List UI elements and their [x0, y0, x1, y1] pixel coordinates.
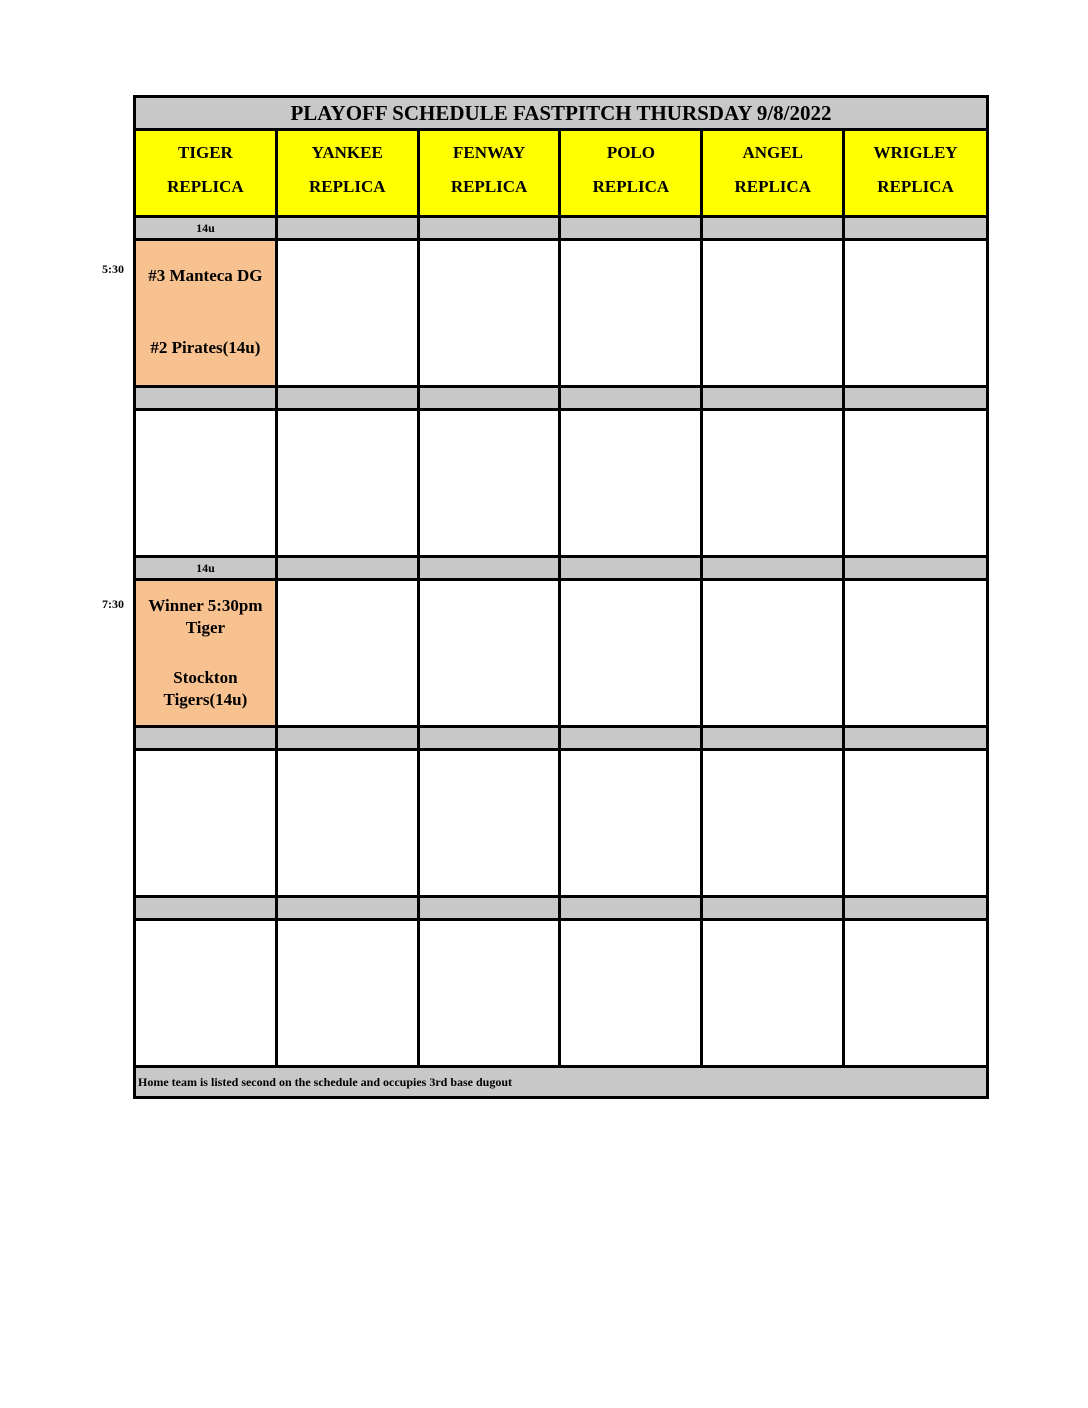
away-team: Winner 5:30pm Tiger — [148, 596, 263, 637]
time-slot-row — [136, 751, 986, 898]
separator-row — [136, 388, 986, 411]
away-team: #3 Manteca DG — [148, 266, 263, 285]
home-team: #2 Pirates(14u) — [150, 338, 261, 357]
field-header-row — [136, 131, 986, 218]
time-slot-row — [136, 581, 986, 728]
schedule-footer-note: Home team is listed second on the schedule and occupies 3rd base dugout — [136, 1068, 986, 1096]
game-cell — [136, 581, 278, 725]
division-label: 14u — [136, 218, 278, 238]
field-header-angel: ANGEL REPLICA — [703, 131, 845, 215]
game-cell — [136, 241, 278, 385]
schedule-title: PLAYOFF SCHEDULE FASTPITCH THURSDAY 9/8/2022 — [136, 98, 986, 131]
field-header-polo: POLO REPLICA — [561, 131, 703, 215]
time-label-530: 5:30 — [102, 262, 124, 276]
time-label-730: 7:30 — [102, 597, 124, 611]
field-header-tiger: TIGER REPLICA — [136, 131, 278, 215]
time-slot-row — [136, 411, 986, 558]
time-slot-row — [136, 241, 986, 388]
separator-row — [136, 898, 986, 921]
separator-row — [136, 218, 986, 241]
schedule-table — [133, 95, 989, 1099]
field-header-fenway: FENWAY REPLICA — [420, 131, 562, 215]
separator-row — [136, 728, 986, 751]
field-header-yankee: YANKEE REPLICA — [278, 131, 420, 215]
field-header-wrigley: WRIGLEY REPLICA — [873, 143, 958, 196]
division-label: 14u — [136, 558, 278, 578]
separator-row — [136, 558, 986, 581]
time-slot-row — [136, 921, 986, 1068]
home-team: Stockton Tigers(14u) — [163, 668, 248, 709]
